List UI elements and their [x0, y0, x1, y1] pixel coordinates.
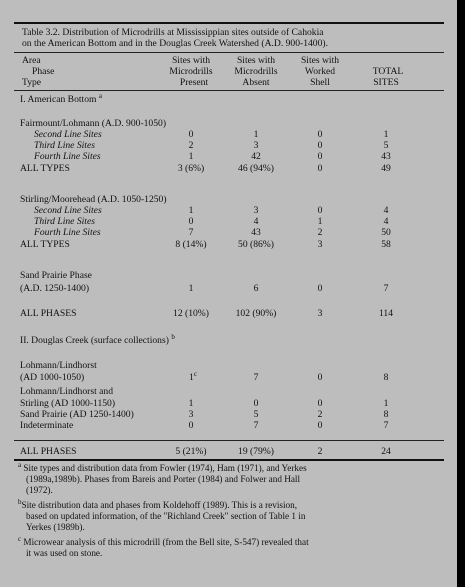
cell-present: 1: [188, 398, 194, 409]
header-type: Type: [22, 77, 42, 88]
header-total-2: SITES: [373, 77, 399, 88]
header-area: Area: [22, 55, 41, 66]
header-present-2: Microdrills: [169, 66, 213, 77]
cell-absent: 6: [253, 283, 259, 294]
cell-present: 1: [188, 151, 194, 162]
cell-total: 49: [381, 163, 391, 174]
all-phases-label: ALL PHASES: [20, 308, 77, 319]
cell-shell: 0: [317, 129, 323, 140]
sand-prairie-label: Sand Prairie (AD 1250-1400): [20, 409, 134, 420]
page-edge: [457, 0, 465, 587]
sand-prairie-dates: (A.D. 1250-1400): [20, 283, 90, 294]
header-phase: Phase: [32, 66, 55, 77]
cell-total: 1: [383, 398, 389, 409]
header-shell-3: Shell: [310, 77, 330, 88]
cell-shell: 2: [317, 409, 323, 420]
header-absent-3: Absent: [242, 77, 270, 88]
lohmann-dates: (AD 1000-1050): [20, 372, 85, 383]
cell-total: 1: [383, 129, 389, 140]
header-absent-2: Microdrills: [234, 66, 278, 77]
footnote-mark-b: b: [18, 497, 22, 506]
cell-total: 4: [383, 205, 389, 216]
section-title: [20, 332, 175, 346]
header-shell-1: Sites with: [300, 55, 340, 66]
footnote-b-text: Site distribution data and phases from Koldehoff (1989). This is a revision,: [21, 500, 297, 510]
stirling-title: Lohmann/Lindhorst and: [20, 386, 113, 397]
cell-shell: 2: [317, 446, 323, 457]
cell-absent: 42: [251, 151, 261, 162]
footnote-b-line: [18, 497, 297, 511]
row-type: Third Line Sites: [34, 216, 95, 227]
cell-shell: 0: [317, 283, 323, 294]
section-2-title: II. Douglas Creek (surface collections): [20, 335, 169, 346]
cell-total: 7: [383, 420, 389, 431]
lohmann-title: Lohmann/Lindhorst: [20, 360, 97, 371]
cell-present: 1: [188, 205, 194, 216]
cell-absent: 46 (94%): [238, 163, 274, 174]
footnote-c-text: Microwear analysis of this microdrill (from the Bell site, S-547) revealed that: [23, 537, 309, 547]
section-1-title: I. American Bottom: [20, 94, 97, 105]
cell-shell: 3: [317, 308, 323, 319]
all-types-label: ALL TYPES: [20, 239, 70, 250]
cell-total: 58: [381, 239, 391, 250]
cell-present: 3 (6%): [177, 163, 205, 174]
cell-present: 0: [188, 420, 194, 431]
cell-absent: 4: [253, 216, 259, 227]
cell-shell: 0: [317, 420, 323, 431]
cell-shell: 1: [317, 216, 323, 227]
cell-shell: 0: [317, 140, 323, 151]
cell-present: 5 (21%): [175, 446, 207, 457]
top-rule: [14, 22, 444, 24]
cell-total: 8: [383, 372, 389, 383]
cell-present-value: 1: [189, 372, 194, 383]
cell-total: 5: [383, 140, 389, 151]
row-type: Second Line Sites: [34, 129, 102, 140]
cell-absent: 3: [253, 140, 259, 151]
footnote-mark-c: c: [18, 534, 22, 543]
stirling-dates: Stirling (AD 1000-1150): [20, 398, 116, 409]
caption-line-2: on the American Bottom and in the Douglas Creek Watershed (A.D. 900-1400).: [22, 38, 328, 49]
footnote-ref-c: c: [193, 369, 197, 378]
cell-shell: 0: [317, 163, 323, 174]
row-type: Fourth Line Sites: [34, 151, 101, 162]
group-title-stirling: Stirling/Moorehead (A.D. 1050-1250): [20, 194, 167, 205]
footnote-a-line: (1972).: [26, 485, 53, 495]
cell-present: 2: [188, 140, 194, 151]
cell-absent: 7: [253, 372, 259, 383]
header-present-1: Sites with: [171, 55, 211, 66]
cell-present: [189, 369, 197, 383]
cell-present: 0: [188, 216, 194, 227]
cell-shell: 2: [317, 227, 323, 238]
indeterminate-label: Indeterminate: [20, 420, 74, 431]
footnote-c-line: [18, 534, 309, 548]
cell-total: 24: [381, 446, 391, 457]
footnote-ref-b: b: [171, 332, 175, 341]
caption-rule: [14, 52, 444, 53]
cell-absent: 3: [253, 205, 259, 216]
sand-prairie-title: Sand Prairie Phase: [20, 270, 92, 281]
row-type: Fourth Line Sites: [34, 227, 101, 238]
footnote-a-text: Site types and distribution data from Fowler (1974), Ham (1971), and Yerkes: [23, 463, 307, 473]
all-types-label: ALL TYPES: [20, 163, 70, 174]
cell-present: 3: [188, 409, 194, 420]
cell-total: 7: [383, 283, 389, 294]
header-rule: [14, 90, 444, 91]
header-present-3: Present: [179, 77, 209, 88]
cell-absent: 5: [253, 409, 259, 420]
cell-absent: 50 (86%): [238, 239, 274, 250]
cell-total: 4: [383, 216, 389, 227]
cell-absent: 7: [253, 420, 259, 431]
header-shell-2: Worked: [304, 66, 336, 77]
footnote-a-line: [18, 460, 307, 474]
footnote-b-line: Yerkes (1989b).: [26, 522, 85, 532]
cell-total: 43: [381, 151, 391, 162]
row-type: Third Line Sites: [34, 140, 95, 151]
cell-absent: 0: [253, 398, 259, 409]
footnote-mark-a: a: [18, 460, 22, 469]
cell-present: 8 (14%): [175, 239, 207, 250]
cell-total: 114: [378, 308, 394, 319]
cell-total: 50: [381, 227, 391, 238]
caption-line-1: Table 3.2. Distribution of Microdrills at Mississippian sites outside of Cahokia: [22, 27, 324, 38]
totals-rule: [14, 440, 444, 441]
cell-absent: 1: [253, 129, 259, 140]
cell-shell: 0: [317, 151, 323, 162]
row-type: Second Line Sites: [34, 205, 102, 216]
cell-absent: 43: [251, 227, 261, 238]
header-absent-1: Sites with: [236, 55, 276, 66]
footnote-c-line: it was used on stone.: [26, 548, 103, 558]
cell-shell: 0: [317, 205, 323, 216]
section-title: [20, 91, 102, 105]
cell-present: 7: [188, 227, 194, 238]
cell-shell: 3: [317, 239, 323, 250]
cell-absent: 19 (79%): [238, 446, 274, 457]
footnote-ref-a: a: [98, 91, 102, 100]
all-phases-label: ALL PHASES: [20, 446, 77, 457]
bottom-rule: [14, 459, 444, 461]
cell-shell: 0: [317, 372, 323, 383]
cell-shell: 0: [317, 398, 323, 409]
cell-present: 1: [188, 283, 194, 294]
footnote-a-line: (1989a,1989b). Phases from Bareis and Porter (1984) and Folwer and Hall: [26, 474, 301, 484]
footnote-b-line: based on updated information, of the "Richland Creek" section of Table 1 in: [26, 511, 306, 521]
header-total-1: TOTAL: [372, 66, 404, 77]
group-title-fairmount: Fairmount/Lohmann (A.D. 900-1050): [20, 118, 167, 129]
cell-present: 12 (10%): [173, 308, 209, 319]
cell-absent: 102 (90%): [235, 308, 277, 319]
cell-total: 8: [383, 409, 389, 420]
cell-present: 0: [188, 129, 194, 140]
